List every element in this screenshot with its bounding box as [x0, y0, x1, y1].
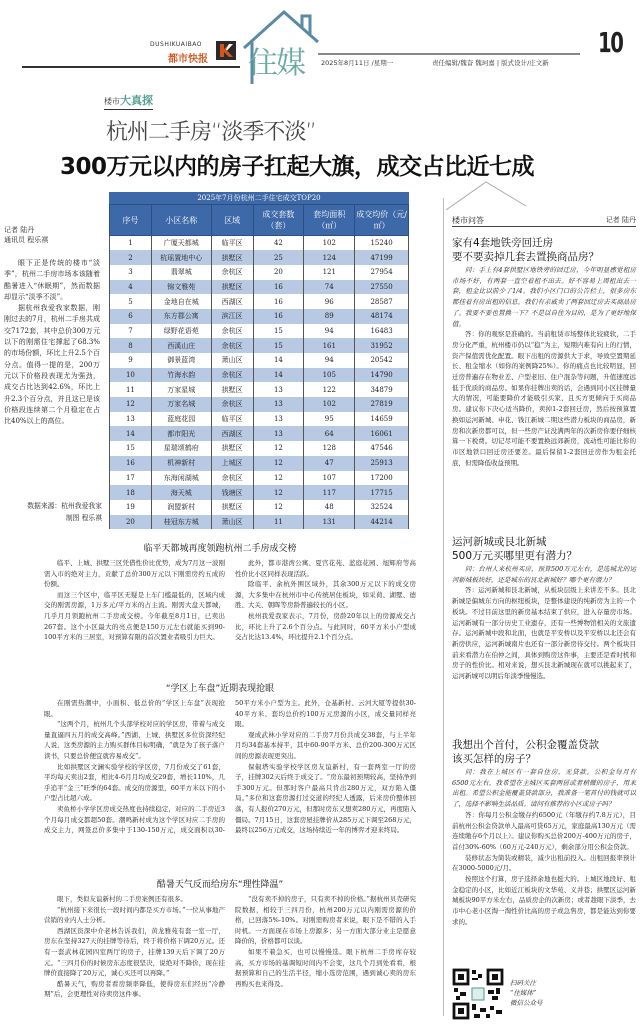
cell-price: 25913 — [355, 456, 409, 471]
table-row — [110, 485, 409, 500]
cell-community: 东方郡公寓 — [151, 309, 211, 324]
article-paragraph: 比如拱墅区文澜实验学校的学区房，7月份成交了61套，平均每天卖出2套，相比4-6月月均成交29套，增长110%，几乎追平“金三”旺季的64套。成交的房源里，60平方米以下的小户型占比超六成。 — [44, 762, 225, 803]
qa-title-line: 家有4套地铁旁回迁房 — [452, 237, 554, 249]
qa-section-label: 楼市问答 — [452, 216, 484, 225]
cell-community: 竹海水韵 — [151, 368, 211, 383]
cell-district: 余杭区 — [211, 471, 253, 486]
cell-units: 11 — [253, 515, 304, 530]
table-row — [110, 294, 409, 309]
cell-price: 27819 — [355, 397, 409, 412]
qa-extra: 装修状态为简装或精装，减少出租前投入。出租回报率预计在3000-5000元/月。 — [452, 853, 636, 873]
table-row — [110, 412, 409, 427]
cell-community: 海天城 — [151, 485, 211, 500]
cell-community: 杭瑶置地中心 — [151, 250, 211, 265]
cell-price: 47546 — [355, 441, 409, 456]
cell-units: 14 — [253, 368, 304, 383]
cell-area: 48 — [304, 500, 355, 515]
article-paragraph: 除临平、余杭外围区域外，其余300万元以下的成交房源，大多集中在杭州市中心传统居住板块，如采荷、湖墅、德胜、大关、朝晖等房龄普遍较长的小区。 — [235, 580, 416, 610]
cell-district: 上城区 — [211, 456, 253, 471]
top20-table — [109, 192, 409, 529]
cell-district: 滨江区 — [211, 309, 253, 324]
cell-units: 20 — [253, 265, 304, 280]
article-paragraph: 在刚需热潮中，小面积、低总价的“学区上车盘”表现抢眼。 — [44, 699, 225, 718]
col-header-district: 区域 — [211, 205, 253, 236]
qa-section-header — [452, 215, 636, 227]
cell-community: 广厦天都城 — [151, 236, 211, 251]
article-paragraph: 观成武林小学对应的二手房7月份共成交38套，与上半年月均34套基本持平，其中60-90平方米、总价200-300万元区间的房源表现更突出。 — [235, 730, 416, 760]
cell-district: 西湖区 — [211, 294, 253, 309]
article-paragraph: 卖鱼桥小学学区房成交热度也持续稳定，对应的二手房近3个月每月成交都超50套。潮鸣新村成为这个学区对应二手房的成交主力，网签总价多集中于130-150万元，成交面积以30-50平方米小户型为主。此外，仓基新村、云河大厦等提供30-40平方米、套均总价约100万元房源的小区，成交量同样亮眼。 — [44, 699, 416, 835]
qa-answer: 答：你每月公积金缴存约6500元（年缴存约7.8万元），目前杭州公积金贷款单人最高可贷65万元，家庭最高130万元（需连续缴存6个月以上）。建议你购买总价200万-400万元的房子，首付30%-60%（60万元-240万元），剩余部分用公积金贷款。 — [452, 810, 636, 851]
table-title: 2025年7月份杭州二手住宅成交TOP20 — [109, 192, 409, 204]
cell-area: 96 — [304, 294, 355, 309]
brand-name: 都市快报 — [168, 54, 208, 65]
qr-note-line: “住媒体” — [510, 989, 537, 997]
table-body — [110, 236, 409, 530]
cell-units: 12 — [253, 441, 304, 456]
article-paragraph: 杭州我爱我家表示，7月份，房龄20年以上的房源成交占比，环比上升了2.6个百分点。与此同时，60平方米小户型成交占比达13.4%，环比提升2.1个百分点。 — [235, 611, 416, 642]
cell-rank: 12 — [110, 397, 152, 412]
cell-rank: 7 — [110, 324, 152, 339]
table-row — [110, 309, 409, 324]
table-row — [110, 265, 409, 280]
cell-community: 西溪山庄 — [151, 338, 211, 353]
cell-price: 16061 — [355, 426, 409, 441]
headline-main: 300万元以内的房子扛起大旗，成交占比近七成 — [60, 154, 535, 180]
cell-price: 28587 — [355, 294, 409, 309]
cell-rank: 20 — [110, 515, 152, 530]
cell-area: 94 — [304, 324, 355, 339]
qr-note-line: 扫码关注 — [510, 979, 536, 987]
cell-district: 临平区 — [211, 412, 253, 427]
cell-rank: 15 — [110, 441, 152, 456]
cell-district: 余杭区 — [211, 368, 253, 383]
cell-district: 余杭区 — [211, 397, 253, 412]
top20-table-container — [109, 192, 409, 529]
page-number: 10 — [598, 26, 623, 59]
column-label-highlight: 大真探 — [120, 94, 153, 107]
cell-community: 润盟新村 — [151, 500, 211, 515]
article-3-body — [44, 894, 416, 1022]
cell-price: 16483 — [355, 324, 409, 339]
cell-community: 御景蓝湾 — [151, 353, 211, 368]
cell-area: 105 — [304, 368, 355, 383]
cell-district: 临平区 — [211, 236, 253, 251]
header-rule-left — [22, 66, 240, 68]
cell-area: 128 — [304, 441, 355, 456]
cell-district: 余杭区 — [211, 265, 253, 280]
cell-units: 16 — [253, 280, 304, 295]
cell-price: 48174 — [355, 309, 409, 324]
cell-district: 拱墅区 — [211, 382, 253, 397]
cell-rank: 18 — [110, 485, 152, 500]
cell-units: 12 — [253, 456, 304, 471]
cell-district: 萧山区 — [211, 515, 253, 530]
article-2-body — [44, 698, 416, 858]
cell-units: 25 — [253, 250, 304, 265]
cell-rank: 6 — [110, 309, 152, 324]
cell-units: 16 — [253, 309, 304, 324]
article-paragraph: “没有卖不掉的房子，只有卖不掉的价格。”据杭州贝壳研究院数据，相较于三四月份，杭州200万元以内刚需房源的价格，已回落5%-10%。对刚需购房者来说，眼下是不错的入手时机。一方面现在市场上房源多；另一方面大部分业主是愿意降价的，价格都可以谈。 — [235, 895, 416, 946]
article-paragraph: 临平、上城、拱墅三区凭借性价比优势，成为7月这一波刚需入市的绝对主力，贡献了总价300万元以下刚需房约五成的份额。 — [44, 559, 225, 589]
table-row — [110, 471, 409, 486]
article-paragraph: 此外，都市港湾公寓、夏宫花苑、蓝庭花园、旭辉府等高性价比小区同样表现活跃。 — [235, 559, 416, 578]
cell-price: 20542 — [355, 353, 409, 368]
qr-note-line: 微信公众号 — [510, 999, 543, 1007]
correspondent: 通讯员 程乐祺 — [4, 236, 49, 244]
qa-title-line: 运河新城或艮北新城 — [452, 536, 547, 548]
cell-area: 64 — [304, 426, 355, 441]
cell-area: 161 — [304, 338, 355, 353]
article-paragraph: “杭州接下来很长一段时间内都是买方市场。”一位从事地产营销的业内人士分析。 — [44, 905, 225, 925]
cell-rank: 14 — [110, 426, 152, 441]
table-row — [110, 338, 409, 353]
cell-community: 东海闲湖城 — [151, 471, 211, 486]
cell-area: 95 — [304, 412, 355, 427]
qa-item-2 — [452, 535, 636, 682]
article-paragraph: “这两个月，杭州几个头部学校对应的学区房，带着与成交量直逼四五月的成交高峰。”西湖、上城、拱墅区多位资深经纪人说，这类房源的主力购买群体目标明确，“就是为了孩子落户读书，只要总价便宜就容易成交”。 — [44, 720, 225, 760]
cell-area: 47 — [304, 456, 355, 471]
cell-district: 拱墅区 — [211, 280, 253, 295]
cell-area: 74 — [304, 280, 355, 295]
cell-units: 13 — [253, 412, 304, 427]
section-logo-text: 住媒 — [248, 46, 304, 81]
cell-rank: 2 — [110, 250, 152, 265]
article-paragraph: 西湖区资深中介老林告诉我们，黄龙雅苑有套一室一厅，房东在坚持327天的挂牌等待后，终于将价格下调20万元。还有一套武林花园四室两厅的房子，挂牌139天后下调了20万元。“三四月份的时候房东态度很坚决，说绝对不降价，现在挂牌价直接降了20万元，诚心买还可以再降。” — [44, 926, 225, 978]
table-row — [110, 500, 409, 515]
cell-units: 12 — [253, 471, 304, 486]
table-row — [110, 353, 409, 368]
cell-units: 15 — [253, 338, 304, 353]
article-3-heading: 酷暑天气反而给房东“理性降温” — [156, 880, 284, 890]
cell-units: 12 — [253, 500, 304, 515]
cell-price: 15240 — [355, 236, 409, 251]
cell-price: 31952 — [355, 338, 409, 353]
article-paragraph: 而这三个区中，临平区无疑是上车门槛最低的，区域内成交的刚需房源，1万多元/平方米的占主流。刚需大盘天都城，几乎月月领跑杭州二手房成交榜。今年截至8月1日，已卖出267套。这个小区最大的亮点便是150万元左右就能买到90-100平方米的三居室，对预算有限的首次置业者吸引力巨大。 — [44, 590, 225, 642]
article-1-heading: 临平天都城再度领跑杭州二手房成交榜 — [143, 544, 297, 554]
cell-area: 102 — [304, 236, 355, 251]
cell-community: 锦文雅苑 — [151, 280, 211, 295]
cell-district: 余杭区 — [211, 338, 253, 353]
qa-title — [452, 236, 636, 264]
cell-area: 89 — [304, 309, 355, 324]
table-row — [110, 324, 409, 339]
source-text: 数据来源：杭州我爱我家 — [27, 502, 102, 510]
column-divider — [443, 198, 444, 1016]
cell-rank: 19 — [110, 500, 152, 515]
header-rule-right — [318, 53, 580, 55]
qa-question: 问：手上有4套拱墅区地铁旁的回迁房，今年明显感觉租房市场不好，有两套一直空着租不出去。好不容易上周租出去一套，租金比以前少了1/4。我们小区门口的公告栏上，很多房东都挂着有房出租的信息。我们有亲戚卖了两套回迁房去买商品房了。我要不要也置换一下？不是以自住为目的，是为了更好地保值。 — [452, 266, 636, 328]
cell-rank: 8 — [110, 338, 152, 353]
cell-community: 都市阳光 — [151, 426, 211, 441]
cell-area: 124 — [304, 250, 355, 265]
cell-rank: 1 — [110, 236, 152, 251]
table-row — [110, 426, 409, 441]
col-header-area: 套均面积（㎡） — [304, 205, 355, 236]
cell-rank: 17 — [110, 471, 152, 486]
qa-title — [452, 535, 636, 563]
cell-district: 西湖区 — [211, 426, 253, 441]
cell-area: 131 — [304, 515, 355, 530]
qa-title-line: 500万元买哪里更有潜力？ — [452, 550, 578, 562]
cell-rank: 10 — [110, 368, 152, 383]
editors-credit: 责任编辑/魏奋 魏珂嘉 | 版式设计/庄文新 — [432, 59, 549, 67]
cell-price: 27954 — [355, 265, 409, 280]
cell-community: 桂冠东方城 — [151, 515, 211, 530]
cell-community: 星瑞颂鹤府 — [151, 441, 211, 456]
cell-price: 14790 — [355, 368, 409, 383]
table-row — [110, 280, 409, 295]
cell-units: 13 — [253, 426, 304, 441]
cell-rank: 13 — [110, 412, 152, 427]
cell-community: 机神新村 — [151, 456, 211, 471]
qa-question: 问：台州人来杭州买房，预算500万元左右，是选城北的运河新城板块好，还是城东的艮北新城好？哪个更有潜力？ — [452, 565, 636, 584]
table-row — [110, 382, 409, 397]
cell-price: 47199 — [355, 250, 409, 265]
table-header-row — [110, 205, 409, 236]
cell-units: 12 — [253, 485, 304, 500]
lead-paragraph: 据杭州我爱我家数据，刚刚过去的7月，杭州二手房共成交7172套，其中总价300万元以下的刚需住宅撑起了68.3%的市场份额，环比上升2.5个百分点。值得一提的是，200万元以下价格段表现尤为强劲，成交占比达到42.6%，环比上升2.3个百分点，并且这已是该价格段连续第二个月稳定在占比40%以上的高位。 — [4, 304, 100, 426]
qa-title — [452, 738, 636, 766]
cell-area: 102 — [304, 397, 355, 412]
cell-price: 34879 — [355, 382, 409, 397]
byline — [4, 225, 48, 245]
qa-title-line: 我想出个首付，公积金覆盖贷款 — [452, 739, 599, 751]
table-row — [110, 456, 409, 471]
article-paragraph: 保俶塔实验学校学区房友谊新村，有一套两室一厅的房子，挂牌302天后终于成交了。“房东最初预期较高，坚持净到手300万元。但那时客户最高只肯出280万元，双方陷入僵局。”多位和这套房源打过交道的经纪人透露，后来房价整体回落，有人报价270万元，但那时房东又想卖280万元，再度陷入僵局。7月15日，这套房屋挂牌价从285万元下调至268万元，最终以256万元成交，这场持续近一年的博弈才迎来终局。 — [235, 762, 416, 835]
cell-district: 萧山区 — [211, 353, 253, 368]
cell-price: 32524 — [355, 500, 409, 515]
chart-credit: 制图 程乐祺 — [65, 514, 102, 522]
data-source — [4, 500, 102, 524]
qa-title-line: 要不要卖掉几套去置换商品房？ — [452, 251, 599, 263]
column-label — [104, 92, 153, 110]
col-header-community: 小区名称 — [151, 205, 211, 236]
cell-rank: 5 — [110, 294, 152, 309]
cell-area: 107 — [304, 471, 355, 486]
qa-reporter: 记者 陆丹 — [605, 216, 636, 224]
col-header-rank: 序号 — [110, 205, 152, 236]
cell-price: 44214 — [355, 515, 409, 530]
table-row — [110, 441, 409, 456]
lead-paragraph: 眼下正是传统的楼市“淡季”，杭州二手房市场本该随着酷暑进入“休眠期”，然而数据却显示“淡季不淡”。 — [4, 259, 100, 301]
cell-community: 万家星城 — [151, 382, 211, 397]
cell-community: 万家名城 — [151, 397, 211, 412]
cell-rank: 4 — [110, 280, 152, 295]
cell-area: 122 — [304, 382, 355, 397]
cell-rank: 11 — [110, 382, 152, 397]
cell-area: 94 — [304, 353, 355, 368]
qa-question: 问：我在上城区有一套自住房，无贷款。公积金每月有6500元左右，我希望在主城区买套两居或者稍微的房子，用来出租。希望公积金能覆盖贷款部分，我准备一笔首付的钱就可以了，选择不影响生活品质。请问有推荐的小区或房子吗？ — [452, 768, 636, 809]
cell-rank: 9 — [110, 353, 152, 368]
article-paragraph: 酷暑天气，购房者看房频率降低，使得房东们经历“冷静期”后，会更理性对待卖房这件事。 — [44, 979, 225, 999]
cell-district: 拱墅区 — [211, 250, 253, 265]
cell-price: 27550 — [355, 280, 409, 295]
cell-community: 蓝庭花园 — [151, 412, 211, 427]
qr-code-icon[interactable] — [452, 968, 504, 1020]
qa-extra: 按照这个打算，房子选择余地也挺大的。上城区地段好、租金稳定的小区，比如近江板块的文华苑、义井巷；拱墅区运河新城板块90平方米左右，品质房企的次新房；或者趁眼下淡季，去市中心老小区淘一淘性价比高的房子或急售房，都是能达到你要求的。 — [452, 875, 636, 926]
cell-community: 绿野花语苑 — [151, 324, 211, 339]
article-paragraph: 眼下，类似友谊新村的二手房案例还有很多。 — [57, 895, 187, 903]
cell-price: 14659 — [355, 412, 409, 427]
reporter: 记者 陆丹 — [4, 226, 35, 234]
qa-item-1 — [452, 236, 636, 468]
cell-community: 翡翠城 — [151, 265, 211, 280]
qa-title-line: 该买怎样的房子？ — [452, 753, 536, 765]
table-row — [110, 368, 409, 383]
cell-units: 13 — [253, 397, 304, 412]
cell-area: 121 — [304, 265, 355, 280]
article-2-heading: “学区上车盘”近期表现抢眼 — [165, 684, 275, 694]
issue-date: 2025年8月11日 /星期一 — [321, 59, 394, 67]
cell-units: 13 — [253, 382, 304, 397]
cell-rank: 16 — [110, 456, 152, 471]
cell-units: 42 — [253, 236, 304, 251]
brand-k-logo-icon — [216, 41, 236, 60]
table-row — [110, 397, 409, 412]
qr-note — [510, 978, 543, 1008]
cell-community: 金地自在城 — [151, 294, 211, 309]
brand-pinyin: DUSHIKUAIBAO — [150, 41, 202, 48]
lead-text — [4, 258, 100, 427]
cell-price: 17200 — [355, 471, 409, 486]
cell-units: 14 — [253, 353, 304, 368]
qa-item-3 — [452, 738, 636, 928]
headline-kicker: 杭州二手房“淡季不淡” — [106, 120, 316, 145]
cell-units: 15 — [253, 324, 304, 339]
col-header-units: 成交套数（套） — [253, 205, 304, 236]
cell-district: 拱墅区 — [211, 500, 253, 515]
column-label-prefix: 楼市 — [104, 97, 120, 106]
table-row — [110, 515, 409, 530]
article-paragraph: 如果不着急买，也可以慢慢选。眼下杭州二手房库存较高，买方市场的基调短时间内不会变，这几个月到处看看，根据预算和自己的生活半径，缩小选房范围，遇到诚心卖的房东再购买也来得及。 — [235, 947, 416, 988]
cell-price: 17715 — [355, 485, 409, 500]
table-row — [110, 236, 409, 251]
qa-answer: 答：你的观察是准确的。当前租赁市场整体比较疲软，二手房分化严重，杭州楼市仍以“稳”为主，短期内难有向上的行情，资产保值需优化配置。眼下出租的房源供大于求，导致空置期延长、租金缩水（如你的案例降25%）。你的痛点也比较明显，回迁房普遍存在物业差、户型老旧、住户混杂等问题，升值速度远低于优质的商品房。如果你挂牌出卖的话，会遇到同小区挂牌量大的情况，可能要降价才能吸引买家，且买方更倾向于买商品房。建议你下决心适当降价，卖掉1-2套回迁房，然后按预算置换如运河新城、申花、钱江新城二期这些潜力板块的商品房，新房和次新房都可以，但一些房产证没满两年的次新房你要仔细核算一下税费。切记尽可能不要置换远郊新房，流动性可能比你的市区地铁口回迁房还要差。最后保留1-2套回迁房作为租金托底，但需降低收益预期。 — [452, 330, 636, 467]
cell-rank: 3 — [110, 265, 152, 280]
roof-outline-icon — [446, 180, 546, 212]
cell-district: 钱塘区 — [211, 485, 253, 500]
qa-answer: 答：运河新城和艮北新城，从板块层级上来讲差不多。艮北新城是偏城东方向的枢纽板块，是整体建设的纯新房为主的一个板块。不过目前这里的新房基本结束了供应，进入存量房市场。运河新城有一部分历史工业遗存，还有一些博物馆相关的文旅遗存。运河新城中段和北面，也就是平安桥以及平安桥以北还会有新房供应，运河新城南片也还有一部分新房待交付。两个板块目前来看潜力在伯仲之间，具体到购房这件事，主要还是看时机和房子的性价比。相对来说，想买艮北新城现在就可以挑起来了，运河新城可以明后年淡季慢慢选。 — [452, 586, 636, 681]
cell-units: 16 — [253, 294, 304, 309]
cell-district: 余杭区 — [211, 324, 253, 339]
col-header-price: 成交均价（元/㎡） — [355, 205, 409, 236]
table-row — [110, 250, 409, 265]
article-1-body — [44, 558, 416, 650]
cell-district: 拱墅区 — [211, 441, 253, 456]
cell-area: 117 — [304, 485, 355, 500]
